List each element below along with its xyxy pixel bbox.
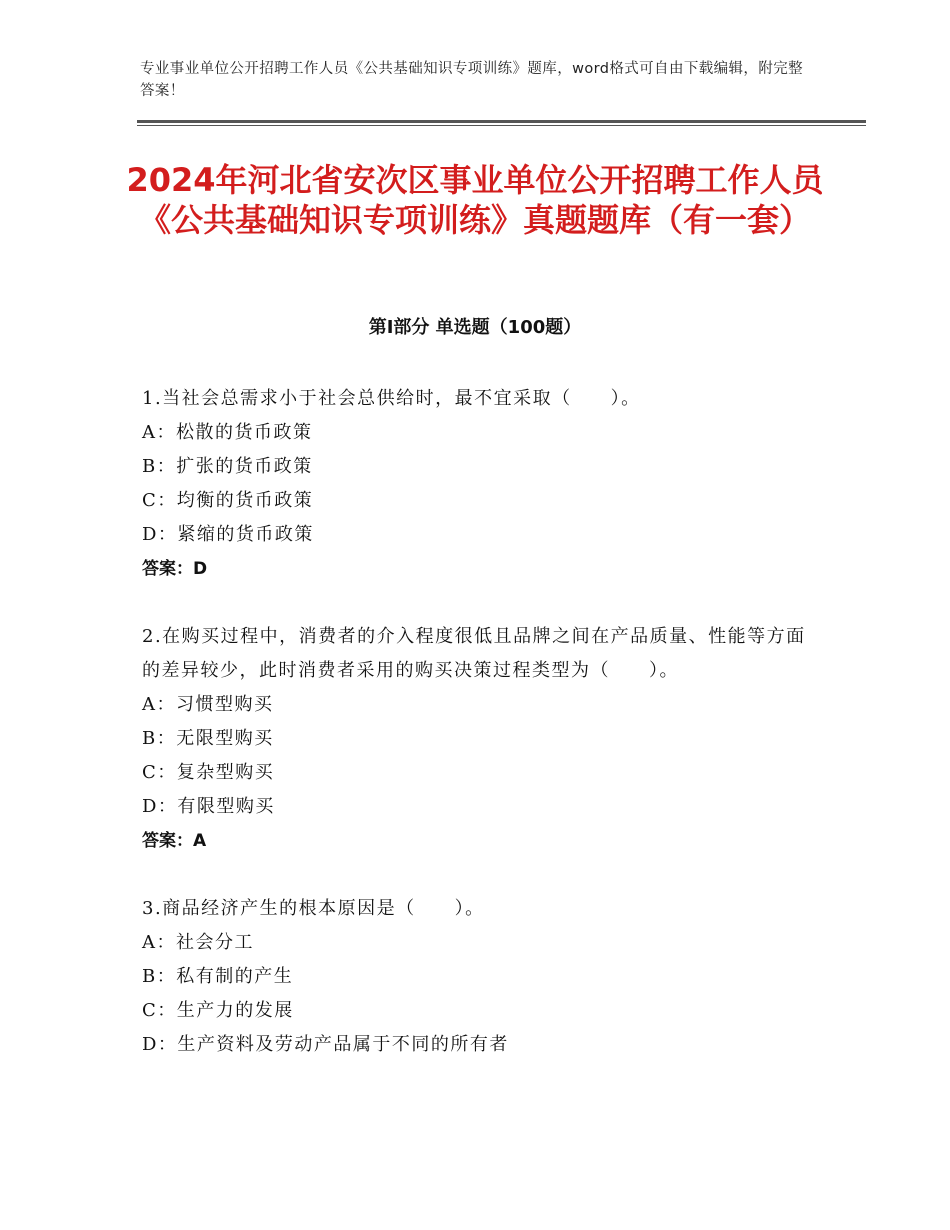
question-2 — [142, 620, 812, 858]
option-a: A：社会分工 — [142, 932, 254, 953]
section-title: 第Ⅰ部分 单选题（100题） — [368, 317, 582, 338]
question-3 — [142, 892, 812, 1062]
option-b: B：无限型购买 — [142, 728, 274, 749]
answer: 答案：D — [142, 559, 208, 579]
option-c: C：生产力的发展 — [142, 1000, 294, 1021]
header-divider-thin — [137, 125, 866, 126]
question-list — [142, 382, 812, 1096]
option-b: B：私有制的产生 — [142, 966, 294, 987]
option-b: B：扩张的货币政策 — [142, 456, 313, 477]
option-c: C：均衡的货币政策 — [142, 490, 314, 511]
option-d: D：紧缩的货币政策 — [142, 524, 314, 545]
document-title: 2024年河北省安次区事业单位公开招聘工作人员《公共基础知识专项训练》真题题库（有一套） — [126, 161, 824, 239]
question-stem: 3.商品经济产生的根本原因是（ ）。 — [142, 898, 485, 919]
header-divider-thick — [137, 120, 866, 123]
header-note: 专业事业单位公开招聘工作人员《公共基础知识专项训练》题库，word格式可自由下载编辑，附完整答案！ — [140, 61, 804, 99]
question-stem: 2.在购买过程中，消费者的介入程度很低且品牌之间在产品质量、性能等方面的差异较少，此时消费者采用的购买决策过程类型为（ ）。 — [142, 626, 806, 681]
option-a: A：习惯型购买 — [142, 694, 274, 715]
option-c: C：复杂型购买 — [142, 762, 275, 783]
option-d: D：有限型购买 — [142, 796, 275, 817]
question-stem: 1.当社会总需求小于社会总供给时，最不宜采取（ ）。 — [142, 388, 641, 409]
answer: 答案：A — [142, 831, 207, 851]
option-a: A：松散的货币政策 — [142, 422, 313, 443]
question-1 — [142, 382, 812, 586]
option-d: D：生产资料及劳动产品属于不同的所有者 — [142, 1034, 509, 1055]
